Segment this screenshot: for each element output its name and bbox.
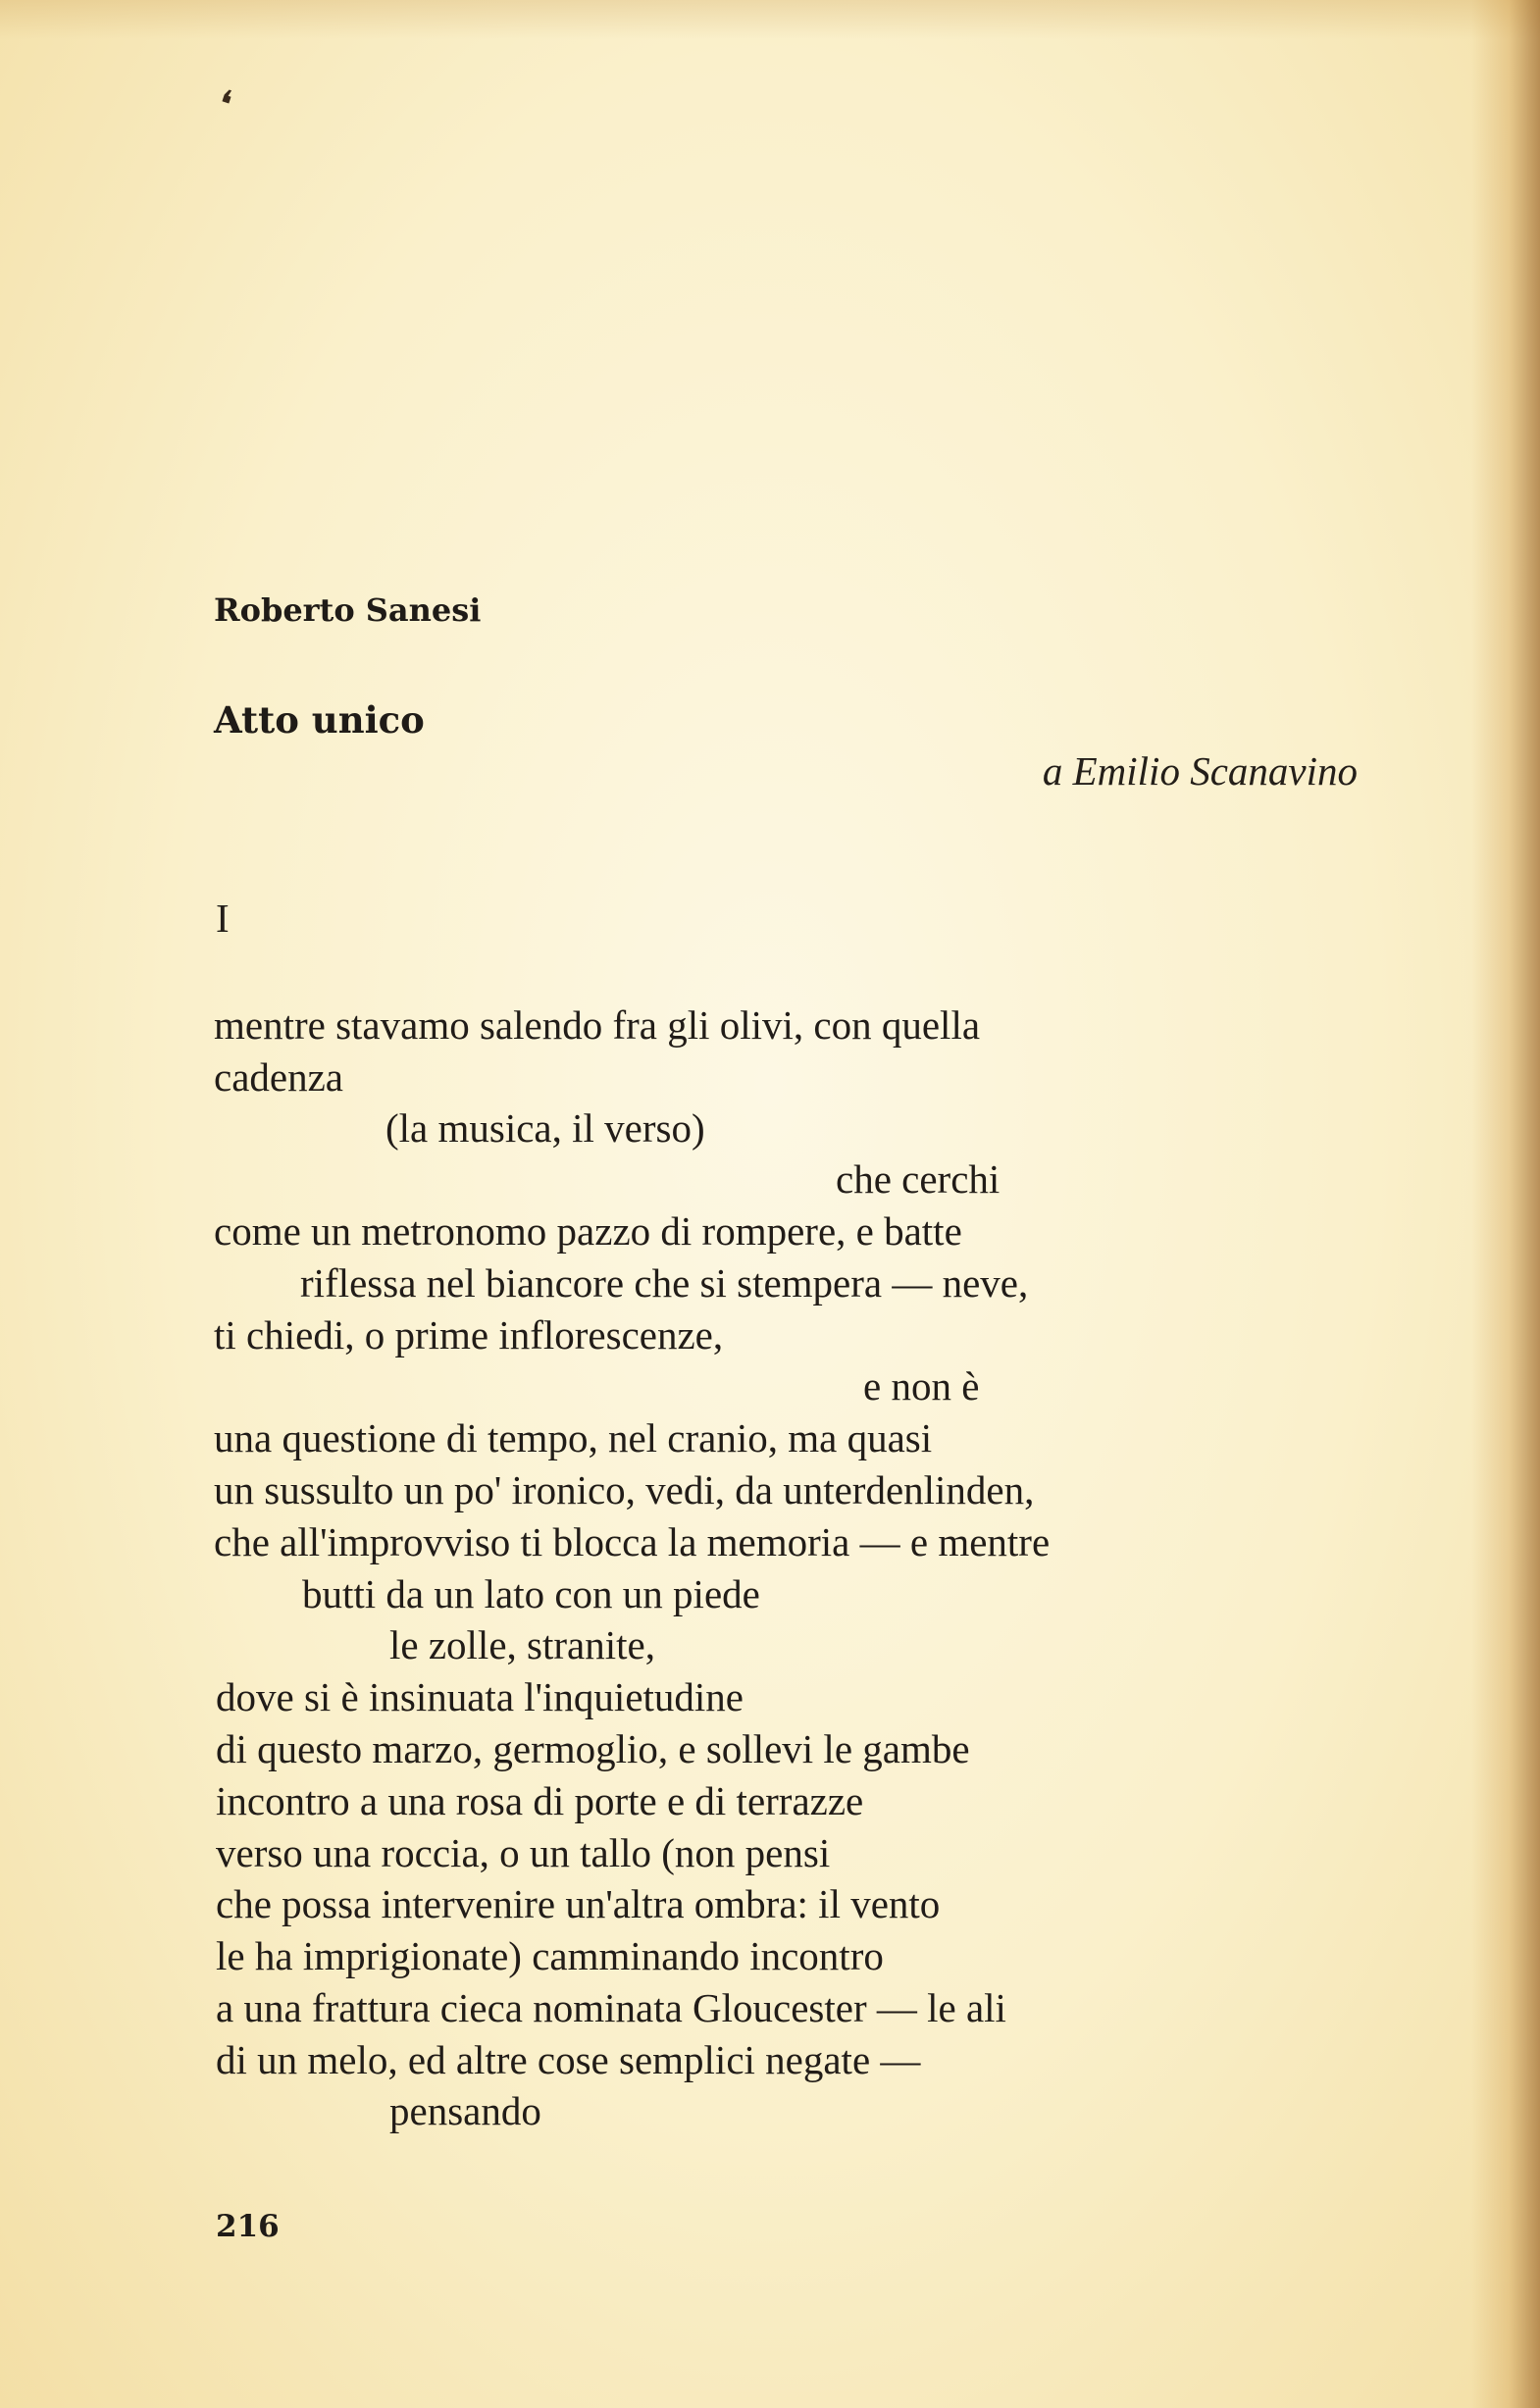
section-number: I [216,896,230,941]
poem-line: mentre stavamo salendo fra gli olivi, con quella [214,1002,981,1048]
poem-line: un sussulto un po' ironico, vedi, da unterdenlinden, [214,1467,1035,1512]
poem-line: verso una roccia, o un tallo (non pensi [216,1830,831,1875]
ink-mark-icon: ❛ [211,80,237,128]
poem-line: che cerchi [836,1156,1001,1202]
poem-line: le zolle, stranite, [389,1622,655,1667]
poem-line: una questione di tempo, nel cranio, ma quasi [214,1415,933,1460]
poem-line: di questo marzo, germoglio, e sollevi le gambe [216,1726,970,1771]
poem-line: riflessa nel biancore che si stempera — neve, [300,1260,1029,1306]
poem-line: le ha imprigionate) camminando incontro [216,1933,884,1978]
poem-line: cadenza [214,1054,343,1100]
dedication: a Emilio Scanavino [1042,748,1358,794]
poem-line: (la musica, il verso) [385,1105,705,1151]
poem-line: come un metronomo pazzo di rompere, e batte [214,1208,962,1254]
author-name: Roberto Sanesi [214,591,482,629]
poem-line: butti da un lato con un piede [302,1571,760,1616]
poem-line: e non è [863,1363,980,1409]
poem-line: ti chiedi, o prime inflorescenze, [214,1312,724,1358]
poem-line: pensando [389,2088,541,2133]
poem-line: che all'improvviso ti blocca la memoria — e mentre [214,1519,1051,1564]
poem-line: a una frattura cieca nominata Gloucester — le ali [216,1985,1006,2030]
poem-line: di un melo, ed altre cose semplici negate — [216,2037,921,2082]
poem-line: che possa intervenire un'altra ombra: il vento [216,1881,941,1926]
page-number: 216 [216,2209,280,2244]
poem-title: Atto unico [214,698,425,742]
poem-line: dove si è insinuata l'inquietudine [216,1674,744,1719]
poem-line: incontro a una rosa di porte e di terrazze [216,1778,864,1823]
